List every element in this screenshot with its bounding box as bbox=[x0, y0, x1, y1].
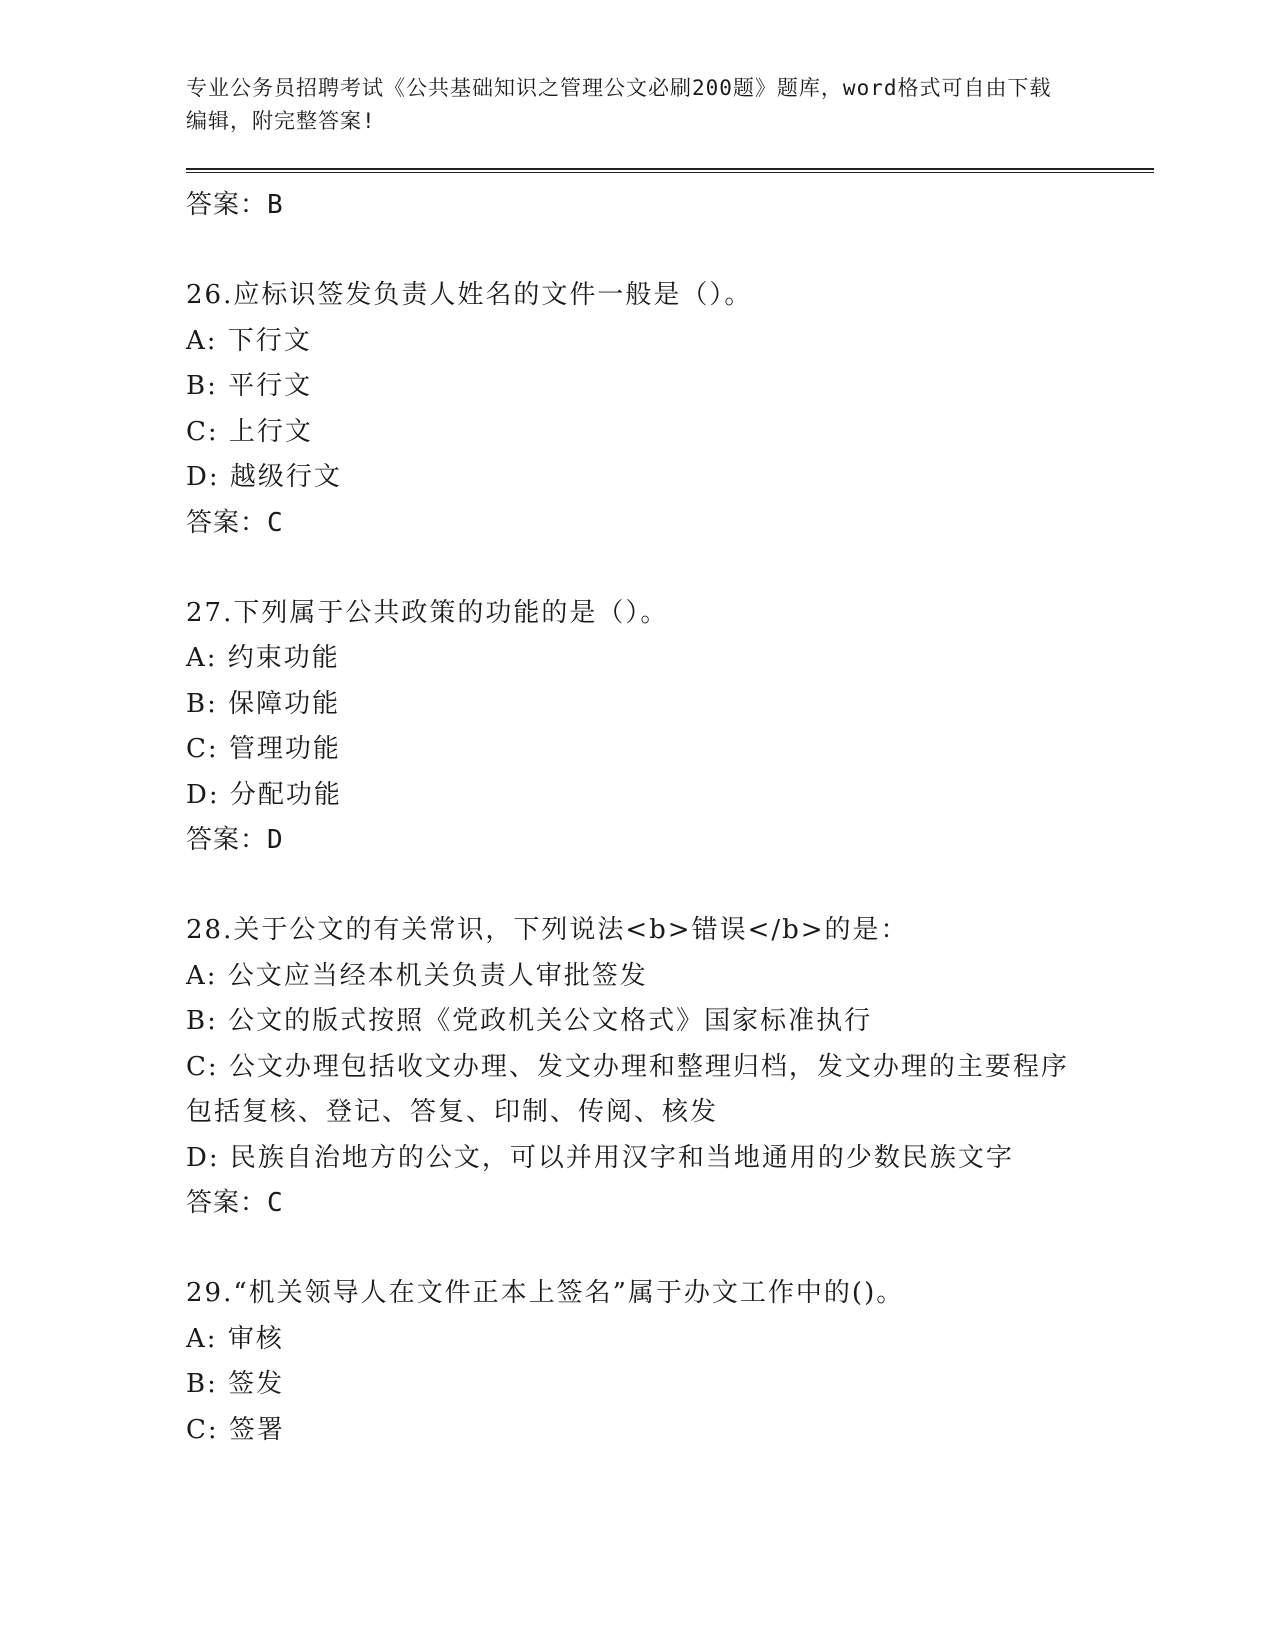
answer-label: 答案： bbox=[186, 190, 268, 220]
document-header: 专业公务员招聘考试《公共基础知识之管理公文必刷200题》题库，word格式可自由下载编辑，附完整答案! bbox=[186, 76, 1052, 133]
question-stem: 29.“机关领导人在文件正本上签名”属于办文工作中的()。 bbox=[186, 1278, 905, 1308]
answer-label: 答案： bbox=[186, 1188, 268, 1218]
option-a: A: 审核 bbox=[186, 1323, 284, 1354]
header-divider bbox=[186, 168, 1154, 173]
option-d: D: 分配功能 bbox=[186, 779, 342, 810]
question-block bbox=[186, 591, 1154, 864]
option-b: B: 公文的版式按照《党政机关公文格式》国家标准执行 bbox=[186, 1006, 873, 1036]
question-block bbox=[186, 908, 1154, 1226]
answer-value: C bbox=[267, 1188, 284, 1218]
option-a: A: 公文应当经本机关负责人审批签发 bbox=[186, 960, 648, 991]
answer-line bbox=[186, 1181, 1154, 1226]
option-a: A: 下行文 bbox=[186, 325, 312, 356]
question-stem: 28.关于公文的有关常识，下列说法<b>错误</b>的是： bbox=[186, 915, 909, 945]
answer-line bbox=[186, 501, 1154, 546]
document-page bbox=[186, 72, 1154, 1453]
option-d: D: 越级行文 bbox=[186, 462, 342, 492]
answer-value: B bbox=[267, 190, 284, 220]
question-stem: 27.下列属于公共政策的功能的是（）。 bbox=[186, 597, 669, 628]
option-c: C: 上行文 bbox=[186, 416, 313, 447]
answer-label: 答案： bbox=[186, 507, 268, 538]
question-list bbox=[186, 183, 1154, 1453]
answer-value: D bbox=[267, 825, 284, 855]
option-b: B: 保障功能 bbox=[186, 688, 341, 719]
question-block bbox=[186, 1271, 1154, 1453]
option-c: C: 管理功能 bbox=[186, 734, 341, 764]
option-a: A: 约束功能 bbox=[186, 643, 340, 673]
answer-value: C bbox=[267, 507, 284, 538]
option-c: C: 签署 bbox=[186, 1414, 285, 1445]
answer-label: 答案： bbox=[186, 825, 268, 855]
answer-line bbox=[186, 183, 1154, 228]
question-block bbox=[186, 273, 1154, 546]
option-d: D: 民族自治地方的公文，可以并用汉字和当地通用的少数民族文字 bbox=[186, 1142, 1014, 1173]
answer-line bbox=[186, 818, 1154, 863]
option-b: B: 签发 bbox=[186, 1369, 285, 1399]
option-b: B: 平行文 bbox=[186, 371, 313, 401]
option-c: C: 公文办理包括收文办理、发文办理和整理归档，发文办理的主要程序包括复核、登记、答复、印制、传阅、核发 bbox=[186, 1051, 1069, 1127]
question-stem: 26.应标识签发负责人姓名的文件一般是（）。 bbox=[186, 280, 753, 310]
